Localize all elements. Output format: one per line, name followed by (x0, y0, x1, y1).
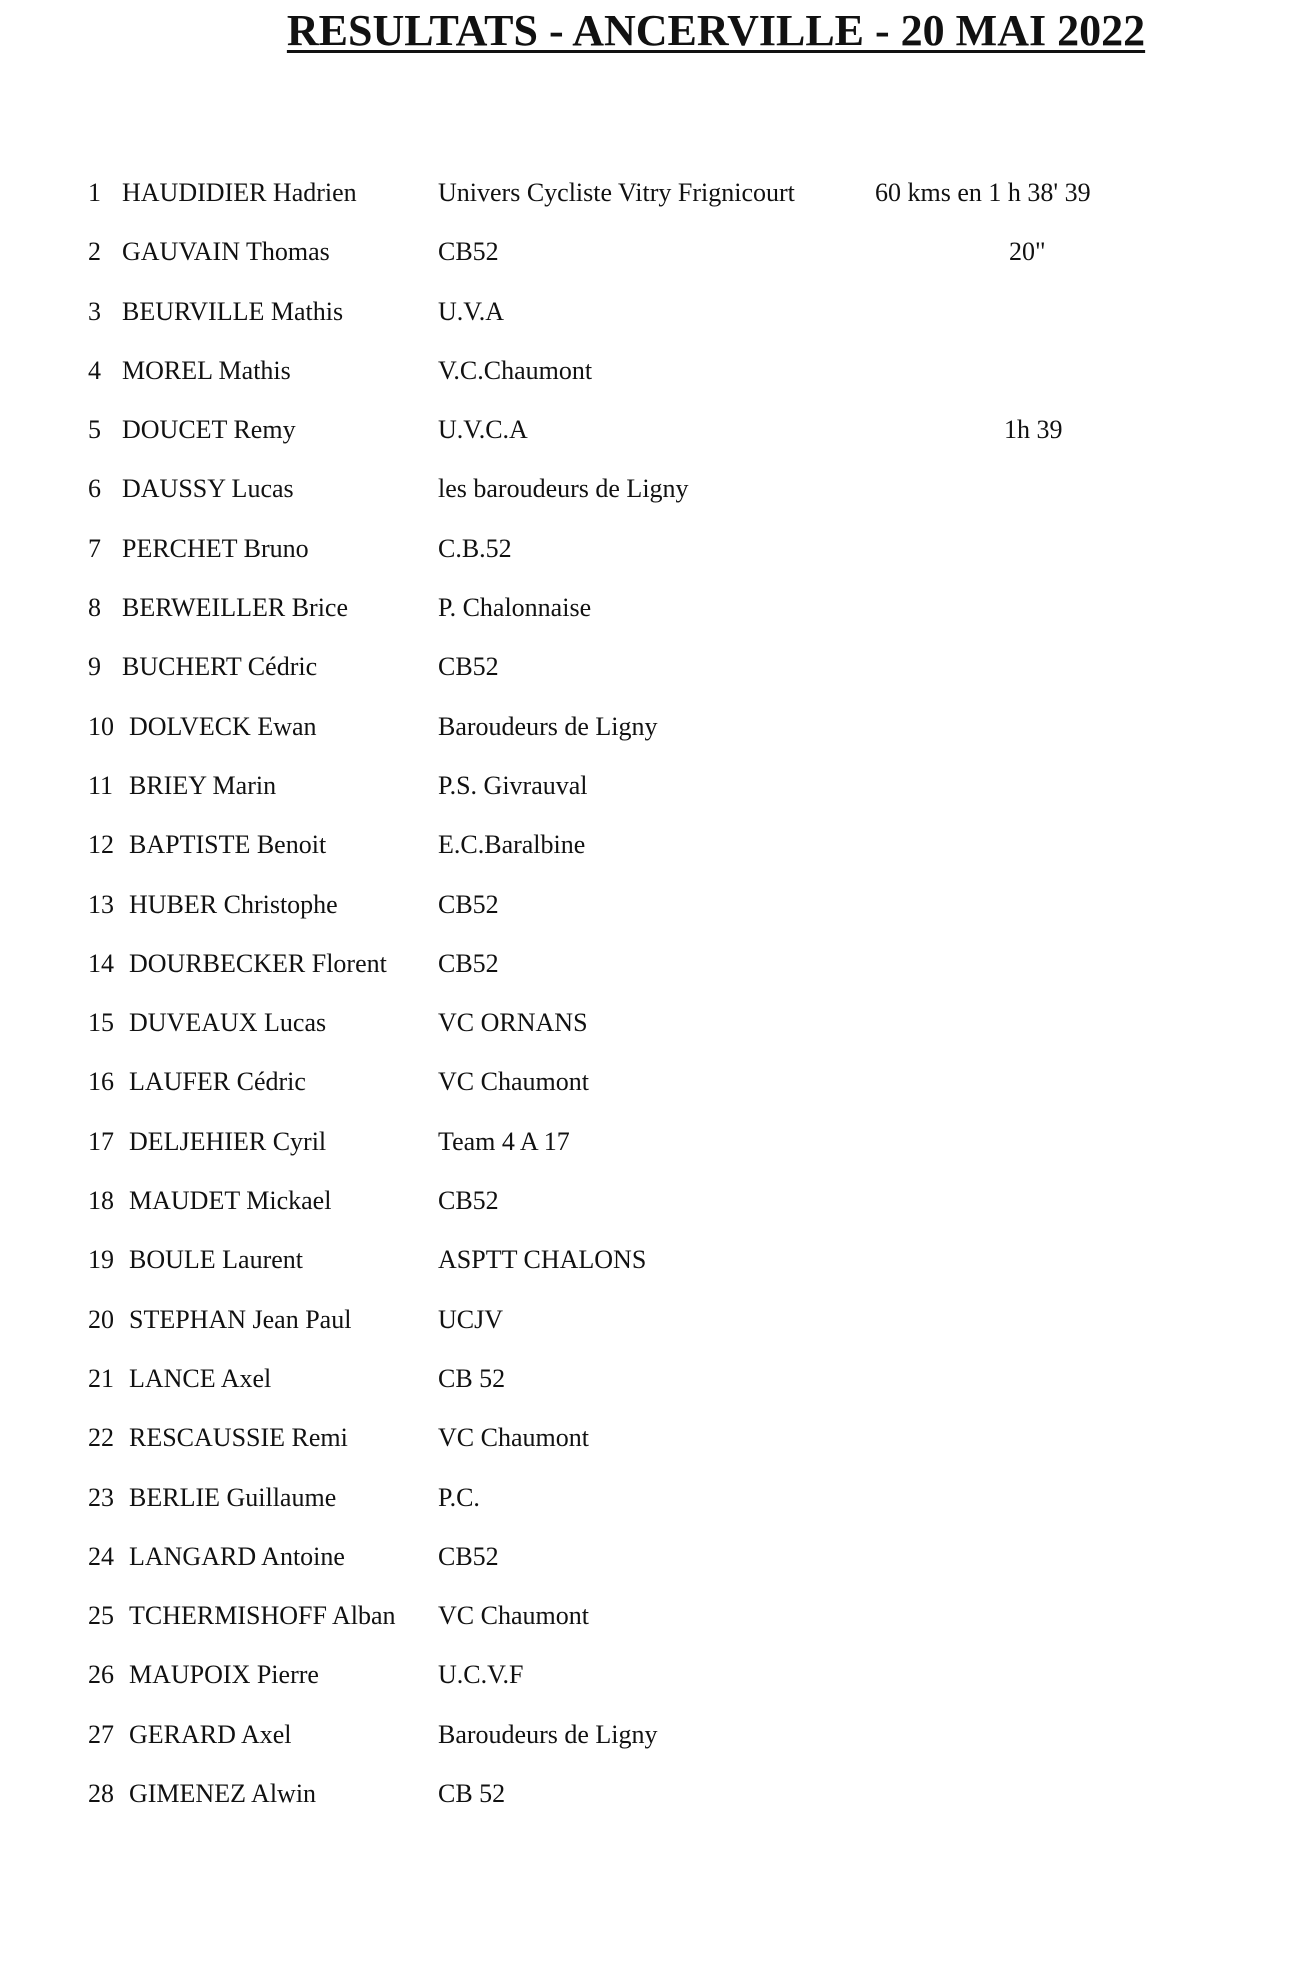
rider-name: LANGARD Antoine (129, 1541, 345, 1571)
result-row (0, 1716, 1314, 1775)
result-rank: 27 (88, 1719, 114, 1749)
result-rank: 12 (88, 830, 114, 860)
rider-name: GAUVAIN Thomas (122, 237, 330, 267)
rider-name: MAUDET Mickael (129, 1186, 332, 1216)
rider-name: RESCAUSSIE Remi (129, 1423, 348, 1453)
result-row (0, 293, 1314, 352)
rider-name: BEURVILLE Mathis (122, 296, 344, 326)
rider-name: BERLIE Guillaume (129, 1482, 337, 1512)
rider-club: Team 4 A 17 (438, 1126, 570, 1156)
rider-name: HAUDIDIER Hadrien (122, 178, 357, 207)
result-row (0, 767, 1314, 826)
result-row (0, 1775, 1314, 1834)
rider-club: CB 52 (438, 1779, 506, 1809)
rider-name: DUVEAUX Lucas (129, 1008, 327, 1038)
rider-name: DOUCET Remy (122, 415, 296, 445)
result-rank: 24 (88, 1541, 114, 1571)
rider-time: 60 kms en 1 h 38' 39 (875, 178, 1091, 207)
rider-club: CB52 (438, 1541, 499, 1571)
rider-name: BERWEILLER Brice (122, 593, 349, 623)
rider-club: U.V.A (438, 296, 504, 326)
result-row (0, 648, 1314, 707)
result-row (0, 1241, 1314, 1300)
rider-name: MAUPOIX Pierre (129, 1660, 319, 1690)
result-rank: 10 (88, 711, 114, 741)
rider-time: 20" (1009, 237, 1046, 267)
result-row (0, 1360, 1314, 1419)
rider-name: BAPTISTE Benoit (129, 830, 327, 860)
result-rank: 15 (88, 1008, 114, 1038)
rider-club: CB52 (438, 1186, 499, 1216)
rider-club: U.V.C.A (438, 415, 528, 445)
result-rank: 2 (88, 237, 101, 267)
result-row (0, 1123, 1314, 1182)
results-list (0, 174, 1314, 1834)
rider-club: Baroudeurs de Ligny (438, 711, 658, 741)
result-rank: 17 (88, 1126, 114, 1156)
result-rank: 7 (88, 533, 101, 563)
result-rank: 25 (88, 1601, 114, 1631)
rider-club: VC Chaumont (438, 1601, 589, 1631)
result-row (0, 1301, 1314, 1360)
result-row (0, 411, 1314, 470)
rider-club: Univers Cycliste Vitry Frignicourt (438, 178, 795, 207)
rider-club: P. Chalonnaise (438, 593, 592, 623)
rider-name: TCHERMISHOFF Alban (129, 1601, 396, 1631)
result-rank: 5 (88, 415, 101, 445)
result-rank: 6 (88, 474, 101, 504)
rider-club: VC ORNANS (438, 1008, 588, 1038)
result-row (0, 886, 1314, 945)
rider-name: DOURBECKER Florent (129, 948, 387, 978)
result-row (0, 708, 1314, 767)
rider-name: PERCHET Bruno (122, 533, 309, 563)
result-rank: 4 (88, 355, 101, 385)
result-row (0, 1479, 1314, 1538)
result-rank: 28 (88, 1779, 114, 1809)
result-row (0, 530, 1314, 589)
result-rank: 20 (88, 1304, 114, 1334)
rider-club: P.S. Givrauval (438, 770, 588, 800)
result-rank: 8 (88, 593, 101, 623)
result-rank: 11 (88, 770, 114, 800)
page-title: RESULTATS - ANCERVILLE - 20 MAI 2022 (286, 6, 1146, 55)
rider-name: DOLVECK Ewan (129, 711, 317, 741)
result-rank: 23 (88, 1482, 114, 1512)
rider-club: VC Chaumont (438, 1423, 589, 1453)
result-row (0, 945, 1314, 1004)
result-row (0, 233, 1314, 292)
result-rank: 9 (88, 652, 101, 682)
result-rank: 22 (88, 1423, 114, 1453)
result-rank: 16 (88, 1067, 114, 1097)
result-row (0, 1419, 1314, 1478)
result-row (0, 826, 1314, 885)
rider-club: U.C.V.F (438, 1660, 524, 1690)
result-row (0, 1597, 1314, 1656)
rider-club: UCJV (438, 1304, 504, 1334)
rider-name: GIMENEZ Alwin (129, 1779, 317, 1809)
rider-name: STEPHAN Jean Paul (129, 1304, 352, 1334)
result-row (0, 352, 1314, 411)
result-row (0, 1063, 1314, 1122)
rider-time: 1h 39 (1004, 415, 1063, 445)
rider-name: LANCE Axel (129, 1363, 272, 1393)
result-rank: 18 (88, 1186, 114, 1216)
rider-name: DELJEHIER Cyril (129, 1126, 327, 1156)
rider-club: Baroudeurs de Ligny (438, 1719, 658, 1749)
result-rank: 21 (88, 1363, 114, 1393)
rider-name: MOREL Mathis (122, 355, 291, 385)
rider-club: ASPTT CHALONS (438, 1245, 647, 1275)
result-rank: 14 (88, 948, 114, 978)
rider-club: CB52 (438, 652, 499, 682)
result-row (0, 1538, 1314, 1597)
result-row (0, 470, 1314, 529)
rider-name: BRIEY Marin (129, 770, 277, 800)
rider-club: CB52 (438, 237, 499, 267)
rider-name: BUCHERT Cédric (122, 652, 318, 682)
rider-name: BOULE Laurent (129, 1245, 304, 1275)
rider-club: C.B.52 (438, 533, 512, 563)
result-rank: 26 (88, 1660, 114, 1690)
result-rank: 3 (88, 296, 101, 326)
result-row (0, 1656, 1314, 1715)
rider-club: CB52 (438, 948, 499, 978)
rider-name: HUBER Christophe (129, 889, 338, 919)
result-rank: 19 (88, 1245, 114, 1275)
result-rank: 1 (88, 178, 101, 207)
rider-club: V.C.Chaumont (438, 355, 593, 385)
rider-club: CB 52 (438, 1363, 506, 1393)
rider-club: VC Chaumont (438, 1067, 589, 1097)
rider-club: CB52 (438, 889, 499, 919)
rider-name: GERARD Axel (129, 1719, 292, 1749)
result-row (0, 1004, 1314, 1063)
result-row (0, 1182, 1314, 1241)
result-rank: 13 (88, 889, 114, 919)
rider-club: E.C.Baralbine (438, 830, 586, 860)
rider-club: les baroudeurs de Ligny (438, 474, 689, 504)
result-row (0, 589, 1314, 648)
result-row (0, 174, 1314, 233)
rider-name: DAUSSY Lucas (122, 474, 294, 504)
rider-club: P.C. (438, 1482, 480, 1512)
rider-name: LAUFER Cédric (129, 1067, 306, 1097)
